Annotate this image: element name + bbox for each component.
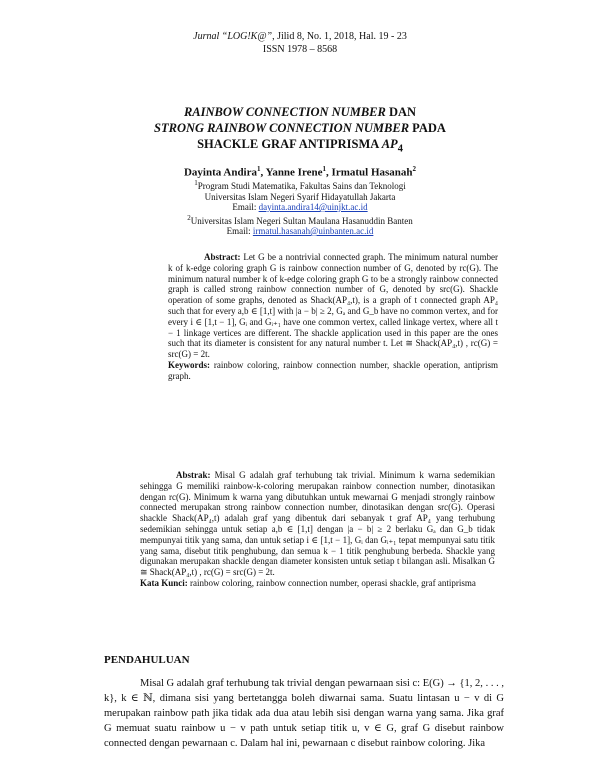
paper-title: [100, 104, 500, 158]
author-3: Irmatul Hasanah: [331, 166, 413, 179]
kata-kunci-label: Kata Kunci:: [140, 577, 188, 588]
kata-kunci-text: rainbow coloring, rainbow connection number, operasi shackle, graf antiprisma: [187, 577, 476, 588]
aff2-line1: Universitas Islam Negeri Sultan Maulana Hasanuddin Banten: [190, 215, 413, 226]
journal-issue: , Jilid 8, No. 1, 2018, Hal. 19 - 23: [272, 31, 407, 42]
author-1-sup: 1: [257, 165, 261, 173]
title-line1-italic: RAINBOW CONNECTION NUMBER: [183, 105, 386, 119]
journal-name: Jurnal “LOG!K@”: [193, 31, 273, 42]
title-line1-rest: DAN: [385, 105, 417, 119]
affiliations: [0, 178, 600, 237]
keywords-text: rainbow coloring, rainbow connection number, shackle operation, antiprism graph.: [168, 359, 498, 381]
aff1-line1: Program Studi Matematika, Fakultas Sains dan Teknologi: [197, 181, 406, 191]
title-line3: SHACKLE GRAF ANTIPRISMA: [197, 137, 382, 151]
journal-header: [0, 30, 600, 56]
email-label-2: Email:: [226, 226, 253, 236]
title-line2-rest: PADA: [409, 121, 446, 135]
author-list: Dayinta Andira$^1$, Yanne Irene$^1$, Irmatul Hasanah$^2$: [183, 165, 417, 179]
section-paragraph: Misal G adalah graf terhubung tak trivial dengan pewarnaan sisi c: E(G) → {1, 2, . . . , k}, k ∈ ℕ, dimana sisi yang bertetangga boleh diwarnai sama. Suatu lintasan u − v di G merupakan rainbow path jika tidak ada dua atau lebih sisi dengan warna yang sama. Jika graf G memuat suatu rainbow u − v path untuk setiap titik u, v ∈ G, graf G disebut rainbow connected dengan pewarnaan c. Dalam hal ini, pewarnaan c disebut rainbow coloring. Jika: [104, 678, 504, 749]
title-line3-italic: AP: [381, 137, 398, 151]
aff1-sup: 1: [194, 179, 198, 187]
author-1: Dayinta Andira: [183, 166, 257, 179]
abstrak-label: Abstrak:: [176, 470, 211, 480]
author-2: Yanne Irene: [265, 166, 323, 179]
email-link-1[interactable]: dayinta.andira14@uinjkt.ac.id: [258, 202, 368, 212]
journal-issn: ISSN 1978 – 8568: [262, 44, 338, 55]
email-label-1: Email:: [232, 202, 259, 212]
author-3-sup: 2: [412, 165, 417, 173]
keywords-label: Keywords:: [168, 359, 210, 370]
title-line2-italic: STRONG RAINBOW CONNECTION NUMBER: [154, 121, 410, 135]
author-2-sup: 1: [322, 165, 327, 173]
abstract-label: Abstract:: [204, 252, 241, 262]
aff1-line2: Universitas Islam Negeri Syarif Hidayatullah Jakarta: [204, 191, 396, 202]
aff2-sup: 2: [187, 213, 191, 222]
email-link-2[interactable]: irmatul.hasanah@uinbanten.ac.id: [252, 226, 374, 236]
abstract-english: [168, 252, 498, 382]
abstrak-text: Misal G adalah graf terhubung tak trivial. Minimum k warna sedemikian sehingga G memiliki rainbow-k-coloring merupakan rainbow connection number, dinotasikan dengan rc(G). Minimum k warna yang dibutuhkan untuk mewarnai G menjadi strongly rainbow connected merupakan strong rainbow connection number, dinotasikan dengan src(G). Operasi shackle Shack(AP₄,t) adalah graf yang dibentuk dari sebanyak t graf AP₄ yang terhubung sedemikian sehingga untuk setiap a,b ∈ [1,t] dengan |a − b| ≥ 2 berlaku Gₐ dan G_b tidak mempunyai titik yang sama, dan untuk setiap i ∈ [1,t − 1], Gᵢ dan Gᵢ₊₁ tepat mempunyai satu titik yang sama, disebut titik penghubung, dan semua k − 1 titik penghubung berbeda. Shackle yang digunakan merupakan shackle dengan diameter konsisten untuk setiap t bilangan asli. Misalkan G ≅ Shack(AP₄,t) , rc(G) = src(G) = 2t.: [140, 470, 495, 578]
abstract-text: Let G be a nontrivial connected graph. The minimum natural number k of k-edge coloring graph G is rainbow connection number of G, denoted by rc(G). The minimum natural number k of k-edge coloring graph G to be a strongly rainbow connected graph is called strong rainbow connection number of G, denoted by src(G). Shackle operation of some graphs, denoted as Shack(AP₄,t), is a graph of t connected graph AP₄ such that for every a,b ∈ [1,t] with |a − b| ≥ 2, Gₐ and G_b have no common vertex, and for every i ∈ [1,t − 1], Gᵢ and Gᵢ₊₁ have one common vertex, called linkage vertex, where all t − 1 linkage vertices are different. The shackle application used in this paper are the ones such that its diameter is consistent for any natural number t. Let ≅ Shack(AP₄,t) , rc(G) = src(G) = 2t.: [168, 252, 498, 360]
section-heading: PENDAHULUAN: [104, 654, 190, 666]
abstract-indonesian: [140, 470, 495, 589]
title-line3-sub: 4: [397, 143, 403, 155]
